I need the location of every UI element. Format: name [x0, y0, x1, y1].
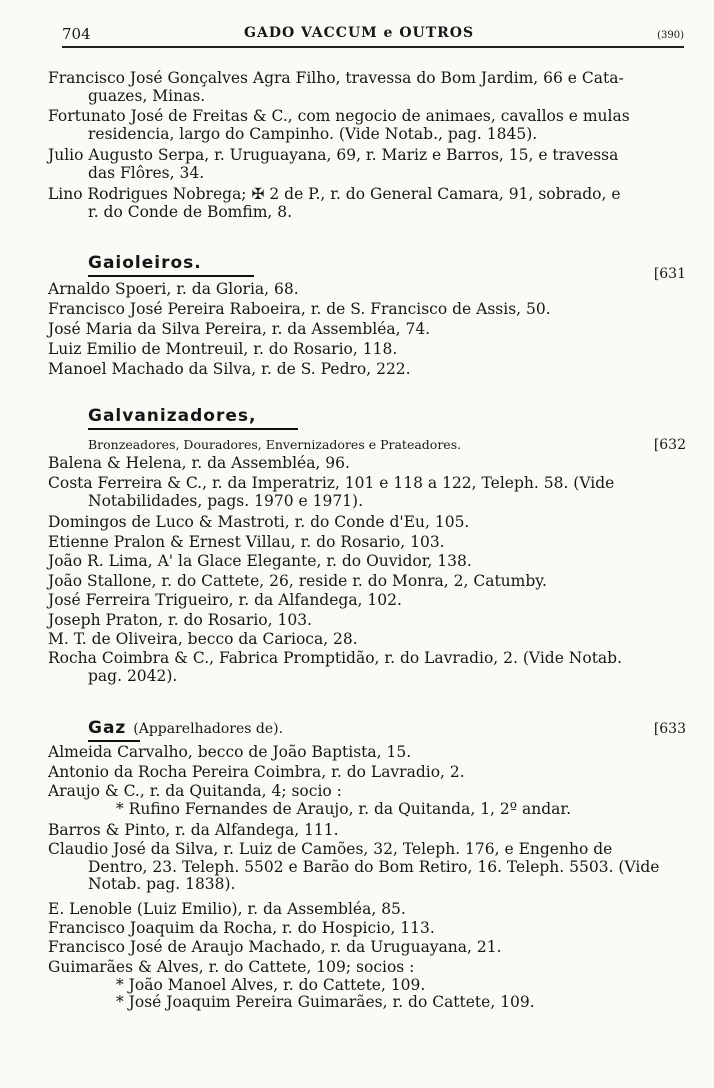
list-item: Claudio José da Silva, r. Luiz de Camões, 32, Teleph. 176, e Engenho de Dentro, 23. Teleph. 5502 e Barão do Bom Retiro, 16. Teleph. 5503. (Vide Notab. pag. 1838). [48, 840, 660, 893]
list-item: Costa Ferreira & C., r. da Imperatriz, 101 e 118 a 122, Teleph. 58. (Vide Notabilidades, pags. 1970 e 1971). [48, 474, 615, 510]
list-item: Francisco Joaquim da Rocha, r. do Hospicio, 113. [48, 919, 435, 937]
list-item: Almeida Carvalho, becco de João Baptista, 15. [48, 743, 412, 761]
list-item: Rocha Coimbra & C., Fabrica Promptidão, r. do Lavradio, 2. (Vide Notab. pag. 2042). [48, 649, 623, 685]
list-item: Domingos de Luco & Mastroti, r. do Conde d'Eu, 105. [48, 513, 470, 531]
list-item: Arnaldo Spoeri, r. da Gloria, 68. [48, 280, 299, 298]
header-rule [62, 46, 684, 48]
list-item: José Ferreira Trigueiro, r. da Alfandega, 102. [48, 591, 402, 609]
list-item: Joseph Praton, r. do Rosario, 103. [48, 611, 312, 629]
list-item: Julio Augusto Serpa, r. Uruguayana, 69, r. Mariz e Barros, 15, e travessa das Flôres, 34. [48, 146, 619, 182]
section-title-galvanizadores: Galvanizadores, [88, 406, 257, 426]
section-title-note: (Apparelhadores de). [133, 721, 284, 737]
section-number: [631 [653, 266, 686, 282]
list-item: Balena & Helena, r. da Assembléa, 96. [48, 454, 350, 472]
page-number: 704 [62, 25, 91, 43]
list-item: José Maria da Silva Pereira, r. da Assembléa, 74. [48, 320, 431, 338]
section-rule [88, 740, 140, 742]
page-code: (390) [657, 30, 684, 41]
list-item: Lino Rodrigues Nobrega; ✠ 2 de P., r. do General Camara, 91, sobrado, e r. do Conde de Bomfim, 8. [48, 185, 621, 221]
section-subtitle: Bronzeadores, Douradores, Envernizadores e Prateadores. [88, 437, 462, 452]
section-rule [88, 275, 254, 277]
list-item: Fortunato José de Freitas & C., com negocio de animaes, cavallos e mulas residencia, largo do Campinho. (Vide Notab., pag. 1845). [48, 107, 630, 143]
list-item: Manoel Machado da Silva, r. de S. Pedro, 222. [48, 360, 411, 378]
list-item: Guimarães & Alves, r. do Cattete, 109; socios : * João Manoel Alves, r. do Cattete, 109. * José Joaquim Pereira Guimarães, r. do Cattete, 109. [48, 958, 535, 1011]
section-number: [633 [653, 721, 686, 737]
list-item: Francisco José de Araujo Machado, r. da Uruguayana, 21. [48, 938, 502, 956]
list-item: João R. Lima, A' la Glace Elegante, r. do Ouvidor, 138. [48, 552, 472, 570]
section-rule [88, 428, 298, 430]
list-item: Francisco José Pereira Raboeira, r. de S. Francisco de Assis, 50. [48, 300, 551, 318]
list-item: Luiz Emilio de Montreuil, r. do Rosario, 118. [48, 340, 398, 358]
section-title-gaioleiros: Gaioleiros. [88, 253, 202, 273]
running-title: GADO VACCUM e OUTROS [244, 25, 475, 41]
list-item: M. T. de Oliveira, becco da Carioca, 28. [48, 630, 358, 648]
page-header [44, 22, 684, 48]
list-item: E. Lenoble (Luiz Emilio), r. da Assembléa, 85. [48, 900, 406, 918]
list-item: Barros & Pinto, r. da Alfandega, 111. [48, 821, 339, 839]
section-title-gaz: Gaz (Apparelhadores de). [88, 718, 284, 738]
list-item: Antonio da Rocha Pereira Coimbra, r. do Lavradio, 2. [48, 763, 465, 781]
section-number: [632 [653, 437, 686, 453]
list-item: Francisco José Gonçalves Agra Filho, travessa do Bom Jardim, 66 e Cata- guazes, Minas. [48, 69, 624, 105]
list-item: Etienne Pralon & Ernest Villau, r. do Rosario, 103. [48, 533, 445, 551]
list-item: Araujo & C., r. da Quitanda, 4; socio : * Rufino Fernandes de Araujo, r. da Quitanda, 1, 2º andar. [48, 782, 572, 818]
list-item: João Stallone, r. do Cattete, 26, reside r. do Monra, 2, Catumby. [48, 572, 547, 590]
